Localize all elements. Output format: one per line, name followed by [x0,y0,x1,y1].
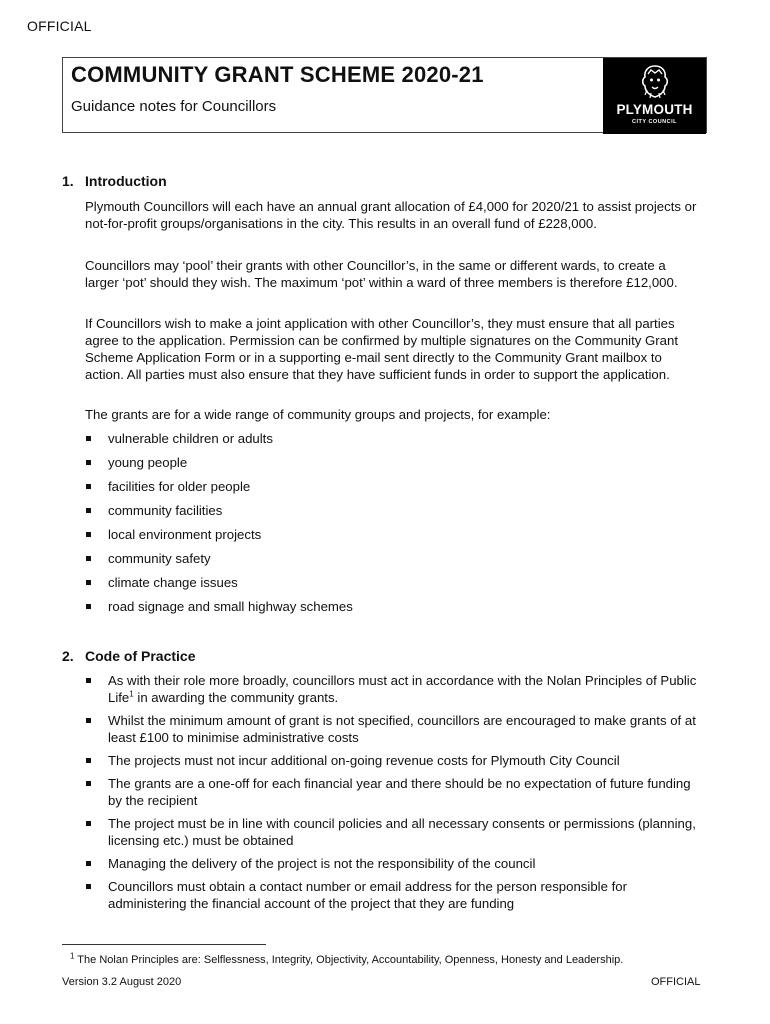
list-item: community facilities [85,502,705,519]
document-title: COMMUNITY GRANT SCHEME 2020-21 [71,62,484,87]
list-item: The project must be in line with council policies and all necessary consents or permissions (planning, licensing etc.) must be obtained [85,815,705,849]
paragraph: Plymouth Councillors will each have an annual grant allocation of £4,000 for 2020/21 to assist projects or not-for-profit groups/organisations in the city. This results in an overall fund of £228,000. [85,199,697,231]
document-header [62,57,707,133]
list-item: Managing the delivery of the project is not the responsibility of the council [85,855,705,872]
list-item: The projects must not incur additional on-going revenue costs for Plymouth City Council [85,752,705,769]
list-item: facilities for older people [85,478,705,495]
list-item: local environment projects [85,526,705,543]
list-item: road signage and small highway schemes [85,598,705,615]
version-footer: Version 3.2 August 2020 [62,976,182,988]
lion-crest-icon [639,64,671,100]
classification-marking-top: OFFICIAL [27,18,92,34]
section-heading-code-of-practice [62,648,195,664]
section-heading-introduction [62,173,167,189]
section-title: Introduction [85,173,167,189]
code-of-practice-list [85,672,705,912]
list-item: climate change issues [85,574,705,591]
classification-marking-bottom: OFFICIAL [651,976,701,988]
list-item: Whilst the minimum amount of grant is not specified, councillors are encouraged to make grants of at least £100 to minimise administrative costs [85,712,705,746]
footnote-mark: 1 [70,951,75,961]
list-item: Councillors must obtain a contact number or email address for the person responsible for administering the financial account of the project that they are funding [85,878,705,912]
list-item: The grants are a one-off for each financial year and there should be no expectation of future funding by the recipient [85,775,705,809]
footnote-text: The Nolan Principles are: Selflessness, Integrity, Objectivity, Accountability, Openness, Honesty and Leadership. [74,954,624,966]
list-item: young people [85,454,705,471]
paragraph: Councillors may ‘pool’ their grants with other Councillor’s, in the same or different wards, to create a larger ‘pot’ should they wish. The maximum ‘pot’ within a ward of three members is therefore £12,000. [85,258,678,290]
list-item: vulnerable children or adults [85,430,705,447]
section-title: Code of Practice [85,648,196,664]
examples-list [85,430,705,615]
document-subtitle: Guidance notes for Councillors [71,98,277,115]
list-item: As with their role more broadly, councillors must act in accordance with the Nolan Principles of Public Life$^1$ in awarding the community grants. [85,672,705,706]
section-number: 2. [62,648,74,664]
plymouth-city-council-logo [603,58,706,134]
logo-subtitle: CITY COUNCIL [631,119,677,125]
footnote [70,951,624,966]
section-number: 1. [62,173,74,189]
footnote-reference: 1 [129,689,134,699]
paragraph: The grants are for a wide range of community groups and projects, for example: [85,407,551,422]
logo-wordmark: PLYMOUTH [616,102,693,117]
footnote-divider [62,944,266,945]
list-item: community safety [85,550,705,567]
paragraph: If Councillors wish to make a joint application with other Councillor’s, they must ensure that all parties agree to the application. Permission can be confirmed by multiple signatures on the Community Grant Scheme Application Form or in a supporting e-mail sent directly to the Community Grant mailbox to action. All parties must also ensure that they have sufficient funds in order to support the application. [85,316,679,382]
